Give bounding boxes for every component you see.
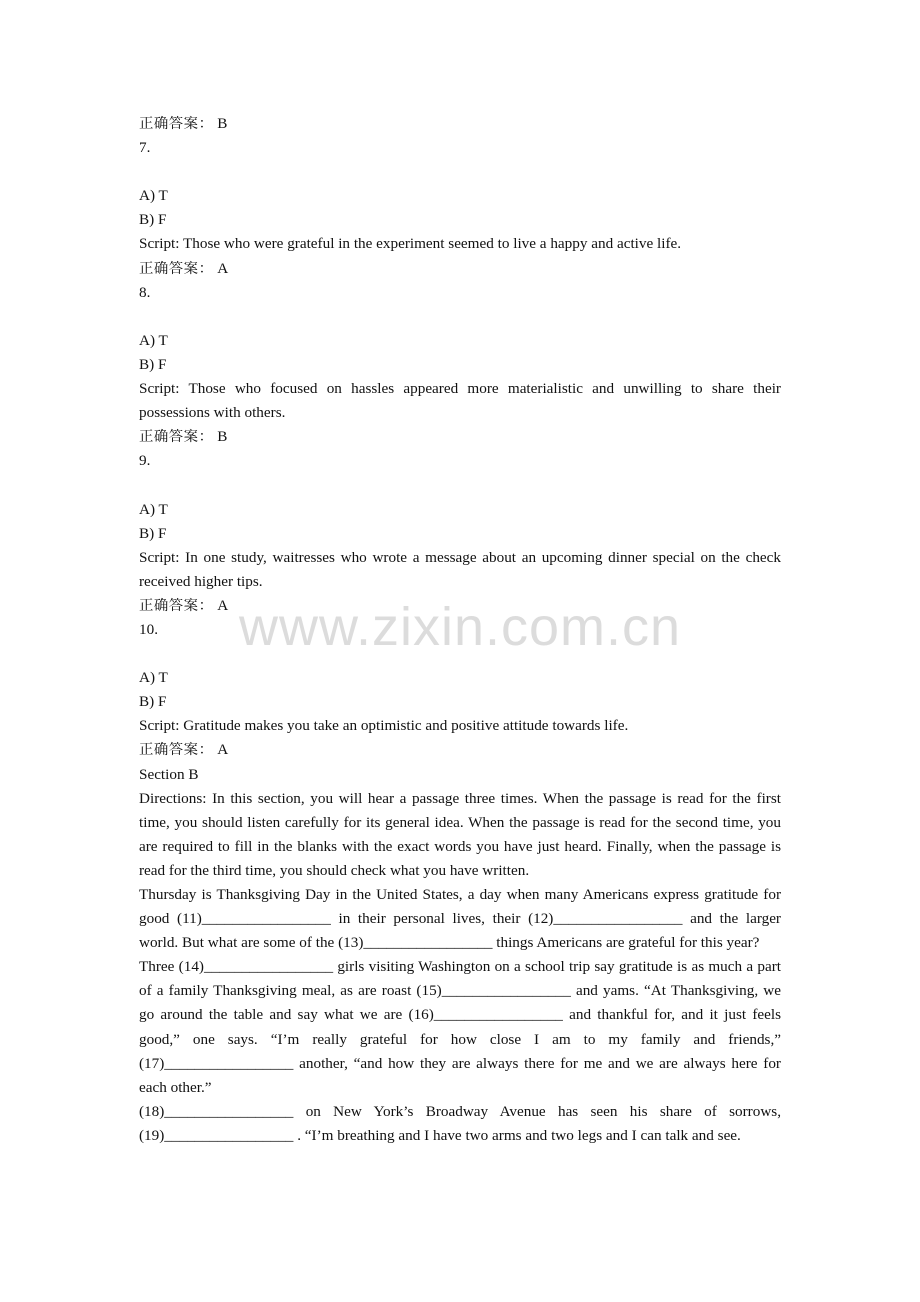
blank-line xyxy=(139,473,781,497)
option-b: B) F xyxy=(139,211,167,229)
answer-line xyxy=(139,257,781,281)
answer-line xyxy=(139,425,781,449)
option-b: B) F xyxy=(139,693,167,711)
option-a: A) T xyxy=(139,331,168,349)
document-page xyxy=(139,112,785,1148)
blank-line xyxy=(139,305,781,329)
answer-value: A xyxy=(217,259,229,277)
option-b: B) F xyxy=(139,355,167,373)
answer-value: B xyxy=(217,115,228,132)
passage-paragraph-1: Thursday is Thanksgiving Day in the United States, a day when many Americans express gratitude for good (11)_________________ in their personal lives, their (12)_________________ and the larger world. But what are some of the (13)_________________ things Americans are grateful for this year? xyxy=(139,886,785,952)
answer-line xyxy=(139,738,781,762)
script-text: Script: Gratitude makes you take an optimistic and positive attitude towards life. xyxy=(139,717,629,735)
question-number: 7. xyxy=(139,139,151,157)
question-number: 9. xyxy=(139,452,151,470)
answer-label: 正确答案： xyxy=(139,116,214,132)
script-text: Script: Those who focused on hassles appeared more materialistic and unwilling to share their possessions with others. xyxy=(139,380,785,422)
answer-value: A xyxy=(217,596,229,614)
option-a: A) T xyxy=(139,187,168,205)
passage-paragraph-3: (18)_________________ on New York’s Broadway Avenue has seen his share of sorrows, (19)_________________ . “I’m breathing and I have two arms and two legs and I can talk and see. xyxy=(139,1102,785,1144)
option-a: A) T xyxy=(139,669,168,687)
question-number: 10. xyxy=(139,620,158,638)
question-number: 8. xyxy=(139,283,151,301)
answer-line xyxy=(139,112,781,136)
blank-line xyxy=(139,642,781,666)
answer-line xyxy=(139,594,781,618)
answer-label: 正确答案： xyxy=(139,597,214,614)
section-title: Section B xyxy=(139,765,199,783)
option-a: A) T xyxy=(139,500,168,518)
watermark: www.zixin.com.cn xyxy=(238,597,682,657)
script-text: Script: Those who were grateful in the experiment seemed to live a happy and active life. xyxy=(139,235,682,253)
answer-label: 正确答案： xyxy=(139,429,214,446)
directions-text: Directions: In this section, you will hear a passage three times. When the passage is read for the first time, you should listen carefully for its general idea. When the passage is read for the second time, you are required to fill in the blanks with the exact words you have just heard. Finally, when the passage is read for the third time, you should check what you have written. xyxy=(139,789,785,879)
option-b: B) F xyxy=(139,524,167,542)
answer-label: 正确答案： xyxy=(139,260,214,277)
answer-value: A xyxy=(217,741,229,759)
passage-paragraph-2: Three (14)_________________ girls visiting Washington on a school trip say gratitude is as much a part of a family Thanksgiving meal, as are roast (15)_________________ and yams. “At Thanksgiving, we go around the table and say what we are (16)_________________ and thankful for, and it just feels good,” one says. “I’m really grateful for how close I am to my family and friends,” (17)_________________ another, “and how they are always there for me and we are always here for each other.” xyxy=(139,958,785,1096)
answer-value: B xyxy=(217,428,228,446)
answer-label: 正确答案： xyxy=(139,742,214,759)
blank-line xyxy=(139,160,781,184)
script-text: Script: In one study, waitresses who wrote a message about an upcoming dinner special on the check received higher tips. xyxy=(139,548,785,590)
